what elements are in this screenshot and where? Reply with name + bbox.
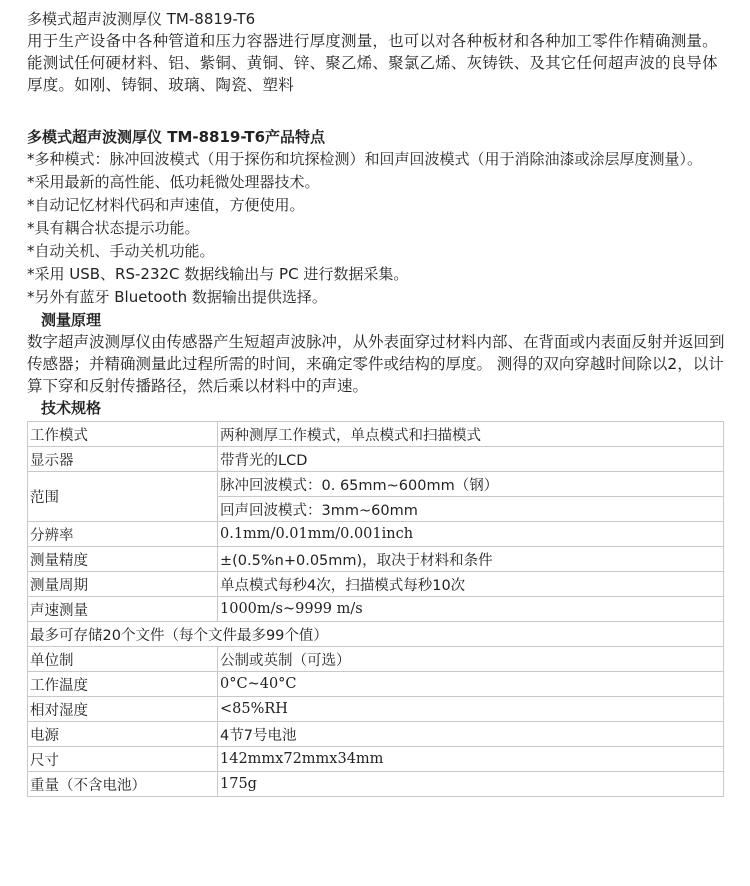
spec-value: ±(0.5%n+0.05mm)，取决于材料和条件 <box>218 547 724 572</box>
principle-description: 数字超声波测厚仪由传感器产生短超声波脉冲，从外表面穿过材料内部、在背面或内表面反射并返回到传感器；并精确测量此过程所需的时间，来确定零件或结构的厚度。 测得的双向穿越时间除以2，以计算下穿和反射传播路径，然后乘以材料中的声速。 <box>27 333 725 395</box>
spec-label: 测量精度 <box>28 547 218 572</box>
table-row <box>28 672 724 697</box>
spec-label: 范围 <box>28 472 218 522</box>
spec-value: 回声回波模式：3mm~60mm <box>218 497 724 522</box>
spec-value: 单点模式每秒4次，扫描模式每秒10次 <box>218 572 724 597</box>
table-row <box>28 422 724 447</box>
feature-item: *多种模式：脉冲回波模式（用于探伤和坑探检测）和回声回波模式（用于消除油漆或涂层厚度测量）。 <box>27 150 703 168</box>
feature-item: *具有耦合状态提示功能。 <box>27 219 200 237</box>
spec-label: 分辨率 <box>28 522 218 547</box>
table-row <box>28 772 724 797</box>
spec-label: 电源 <box>28 722 218 747</box>
features-title: 多模式超声波测厚仪 TM-8819-T6产品特点 <box>27 128 326 146</box>
spec-label: 测量周期 <box>28 572 218 597</box>
spec-value: <85%RH <box>218 697 724 722</box>
spec-full-row: 最多可存储20个文件（每个文件最多99个值） <box>28 622 724 647</box>
spec-value: 0.1mm/0.01mm/0.001inch <box>218 522 724 547</box>
features-list <box>27 148 730 309</box>
feature-item: *自动记忆材料代码和声速值，方便使用。 <box>27 196 305 214</box>
spec-label: 单位制 <box>28 647 218 672</box>
spec-label: 重量（不含电池） <box>28 772 218 797</box>
table-row <box>28 572 724 597</box>
table-row <box>28 447 724 472</box>
spec-label: 显示器 <box>28 447 218 472</box>
intro-description: 用于生产设备中各种管道和压力容器进行厚度测量，也可以对各种板材和各种加工零件作精确测量。能测试任何硬材料、铝、紫铜、黄铜、锌、聚乙烯、聚氯乙烯、灰铸铁、及其它任何超声波的良导体厚度。如刚、铸铜、玻璃、陶瓷、塑料 <box>27 32 718 94</box>
spec-label: 尺寸 <box>28 747 218 772</box>
table-row <box>28 697 724 722</box>
spec-value: 142mmx72mmx34mm <box>218 747 724 772</box>
spec-value: 175g <box>218 772 724 797</box>
spec-label: 工作模式 <box>28 422 218 447</box>
table-row <box>28 597 724 622</box>
intro-title: 多模式超声波测厚仪 TM-8819-T6 <box>27 10 256 28</box>
table-row <box>28 472 724 497</box>
spec-value: 两种测厚工作模式，单点模式和扫描模式 <box>218 422 724 447</box>
table-row <box>28 647 724 672</box>
section-spacer <box>27 96 730 126</box>
spec-value: 带背光的LCD <box>218 447 724 472</box>
feature-item: *自动关机、手动关机功能。 <box>27 242 215 260</box>
specs-table <box>27 421 724 797</box>
table-row <box>28 622 724 647</box>
principle-title: 测量原理 <box>41 311 102 329</box>
spec-value: 4节7号电池 <box>218 722 724 747</box>
spec-label: 声速测量 <box>28 597 218 622</box>
spec-value: 公制或英制（可选） <box>218 647 724 672</box>
spec-label: 工作温度 <box>28 672 218 697</box>
feature-item: *另外有蓝牙 Bluetooth 数据输出提供选择。 <box>27 288 327 306</box>
table-row <box>28 522 724 547</box>
spec-label: 相对湿度 <box>28 697 218 722</box>
spec-value: 0°C~40°C <box>218 672 724 697</box>
table-row <box>28 747 724 772</box>
spec-value: 脉冲回波模式：0. 65mm~600mm（钢） <box>218 472 724 497</box>
feature-item: *采用 USB、RS-232C 数据线输出与 PC 进行数据采集。 <box>27 265 409 283</box>
table-row <box>28 547 724 572</box>
specs-title: 技术规格 <box>41 399 102 417</box>
feature-item: *采用最新的高性能、低功耗微处理器技术。 <box>27 173 320 191</box>
spec-value: 1000m/s~9999 m/s <box>218 597 724 622</box>
table-row <box>28 722 724 747</box>
